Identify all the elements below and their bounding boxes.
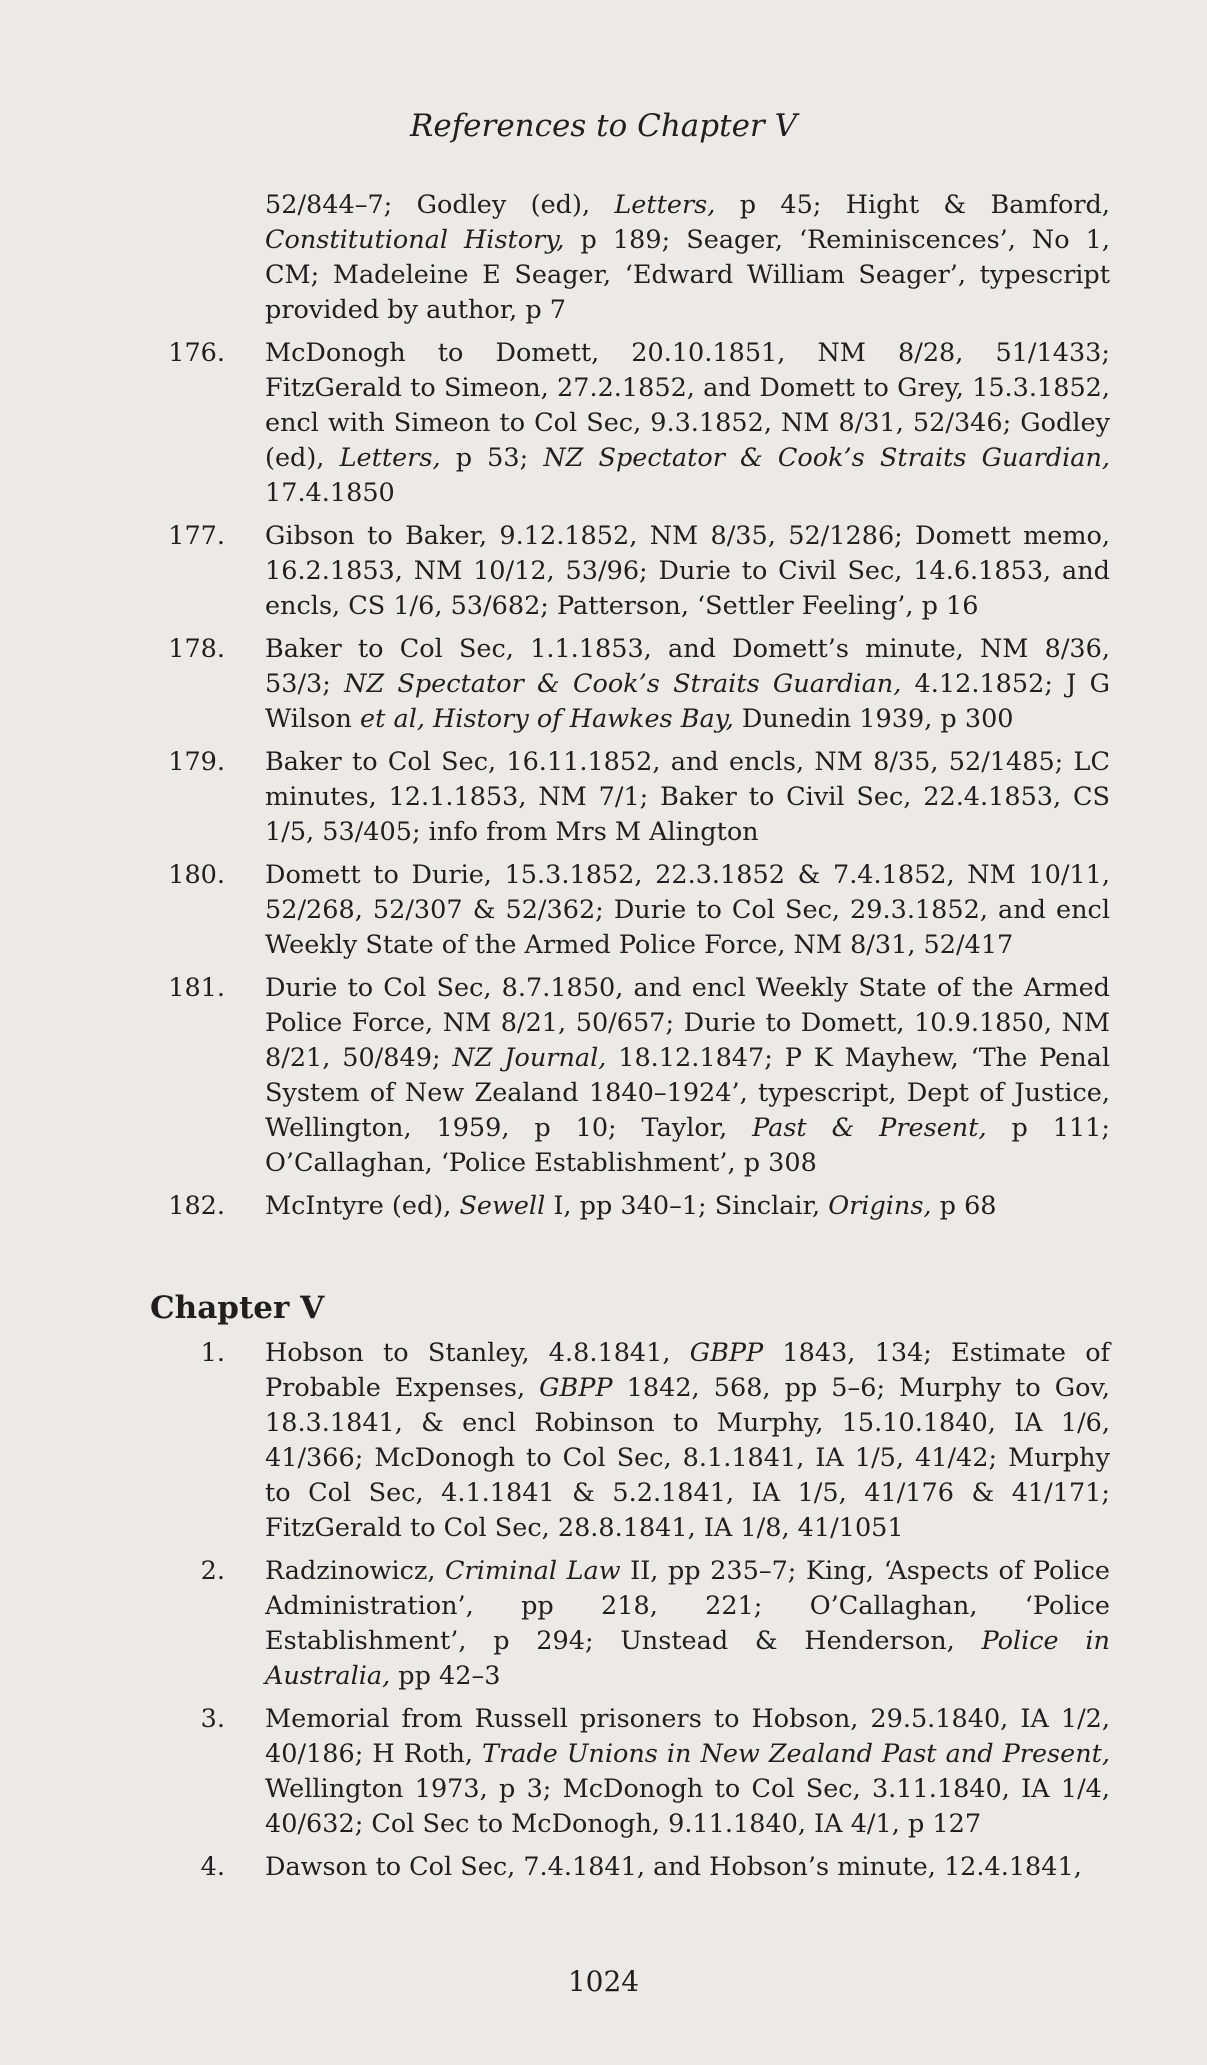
chapter-heading: Chapter V xyxy=(150,1290,325,1326)
reference-text: Gibson to Baker, 9.12.1852, NM 8/35, 52/1286; Domett memo, 16.2.1853, NM 10/12, 53/96; Durie to Civil Sec, 14.6.1853, and encls, CS 1/6, 53/682; Patterson, ‘Settler Feeling’, p 16 xyxy=(265,521,1110,621)
reference-list-continued xyxy=(150,188,1110,1232)
reference-entry xyxy=(150,519,1110,624)
reference-number: 1. xyxy=(200,1338,225,1368)
reference-entry xyxy=(150,858,1110,963)
reference-text: Durie to Col Sec, 8.7.1850, and encl Weekly State of the Armed Police Force, NM 8/21, 50/657; Durie to Domett, 10.9.1850, NM 8/21, 50/849; NZ Journal, 18.12.1847; P K Mayhew, ‘The Penal System of New Zealand 1840–1924’, typescript, Dept of Justice, Wellington, 1959, p 10; Taylor, Past & Present, p 111; O’Callaghan, ‘Police Establishment’, p 308 xyxy=(265,973,1110,1178)
reference-text: Baker to Col Sec, 1.1.1853, and Domett’s minute, NM 8/36, 53/3; NZ Spectator & Cook’s Straits Guardian, 4.12.1852; J G Wilson et al, History of Hawkes Bay, Dunedin 1939, p 300 xyxy=(265,634,1111,734)
reference-number: 181. xyxy=(168,973,225,1003)
reference-entry xyxy=(150,971,1110,1181)
reference-number: 4. xyxy=(200,1852,225,1882)
reference-number: 179. xyxy=(168,747,225,777)
reference-entry xyxy=(150,1189,1110,1224)
reference-number: 178. xyxy=(168,634,225,664)
reference-number: 3. xyxy=(200,1704,225,1734)
reference-entry xyxy=(150,1850,1110,1885)
reference-entry xyxy=(150,1336,1110,1546)
reference-number: 2. xyxy=(200,1556,225,1586)
reference-entry xyxy=(150,188,1110,328)
reference-entry xyxy=(150,1702,1110,1842)
page-number: 1024 xyxy=(567,1965,640,1998)
reference-list-chapter xyxy=(150,1336,1110,1893)
reference-text: Radzinowicz, Criminal Law II, pp 235–7; King, ‘Aspects of Police Administration’, pp 218, 221; O’Callaghan, ‘Police Establishment’, p 294; Unstead & Henderson, Police in Australia, pp 42–3 xyxy=(265,1556,1111,1691)
reference-text: Dawson to Col Sec, 7.4.1841, and Hobson’s minute, 12.4.1841, xyxy=(265,1852,1082,1882)
reference-entry xyxy=(150,336,1110,511)
reference-text: Memorial from Russell prisoners to Hobson, 29.5.1840, IA 1/2, 40/186; H Roth, Trade Unions in New Zealand Past and Present, Wellington 1973, p 3; McDonogh to Col Sec, 3.11.1840, IA 1/4, 40/632; Col Sec to McDonogh, 9.11.1840, IA 4/1, p 127 xyxy=(265,1704,1110,1839)
reference-text: 52/844–7; Godley (ed), Letters, p 45; Hight & Bamford, Constitutional History, p 189; Seager, ‘Reminiscences’, No 1, CM; Madeleine E Seager, ‘Edward William Seager’, typescript provided by author, p 7 xyxy=(265,190,1111,325)
reference-number: 177. xyxy=(168,521,225,551)
reference-text: McIntyre (ed), Sewell I, pp 340–1; Sinclair, Origins, p 68 xyxy=(265,1191,997,1221)
reference-entry xyxy=(150,632,1110,737)
reference-number: 176. xyxy=(168,338,225,368)
reference-text: Hobson to Stanley, 4.8.1841, GBPP 1843, 134; Estimate of Probable Expenses, GBPP 1842, 568, pp 5–6; Murphy to Gov, 18.3.1841, & encl Robinson to Murphy, 15.10.1840, IA 1/6, 41/366; McDonogh to Col Sec, 8.1.1841, IA 1/5, 41/42; Murphy to Col Sec, 4.1.1841 & 5.2.1841, IA 1/5, 41/176 & 41/171; FitzGerald to Col Sec, 28.8.1841, IA 1/8, 41/1051 xyxy=(265,1338,1111,1543)
reference-text: Baker to Col Sec, 16.11.1852, and encls, NM 8/35, 52/1485; LC minutes, 12.1.1853, NM 7/1; Baker to Civil Sec, 22.4.1853, CS 1/5, 53/405; info from Mrs M Alington xyxy=(265,747,1110,847)
reference-entry xyxy=(150,1554,1110,1694)
running-head: References to Chapter V xyxy=(410,108,797,144)
reference-number: 182. xyxy=(168,1191,225,1221)
reference-text: McDonogh to Domett, 20.10.1851, NM 8/28, 51/1433; FitzGerald to Simeon, 27.2.1852, and Domett to Grey, 15.3.1852, encl with Simeon to Col Sec, 9.3.1852, NM 8/31, 52/346; Godley (ed), Letters, p 53; NZ Spectator & Cook’s Straits Guardian, 17.4.1850 xyxy=(265,338,1111,508)
reference-text: Domett to Durie, 15.3.1852, 22.3.1852 & 7.4.1852, NM 10/11, 52/268, 52/307 & 52/362; Durie to Col Sec, 29.3.1852, and encl Weekly State of the Armed Police Force, NM 8/31, 52/417 xyxy=(265,860,1110,960)
reference-entry xyxy=(150,745,1110,850)
reference-number: 180. xyxy=(168,860,225,890)
